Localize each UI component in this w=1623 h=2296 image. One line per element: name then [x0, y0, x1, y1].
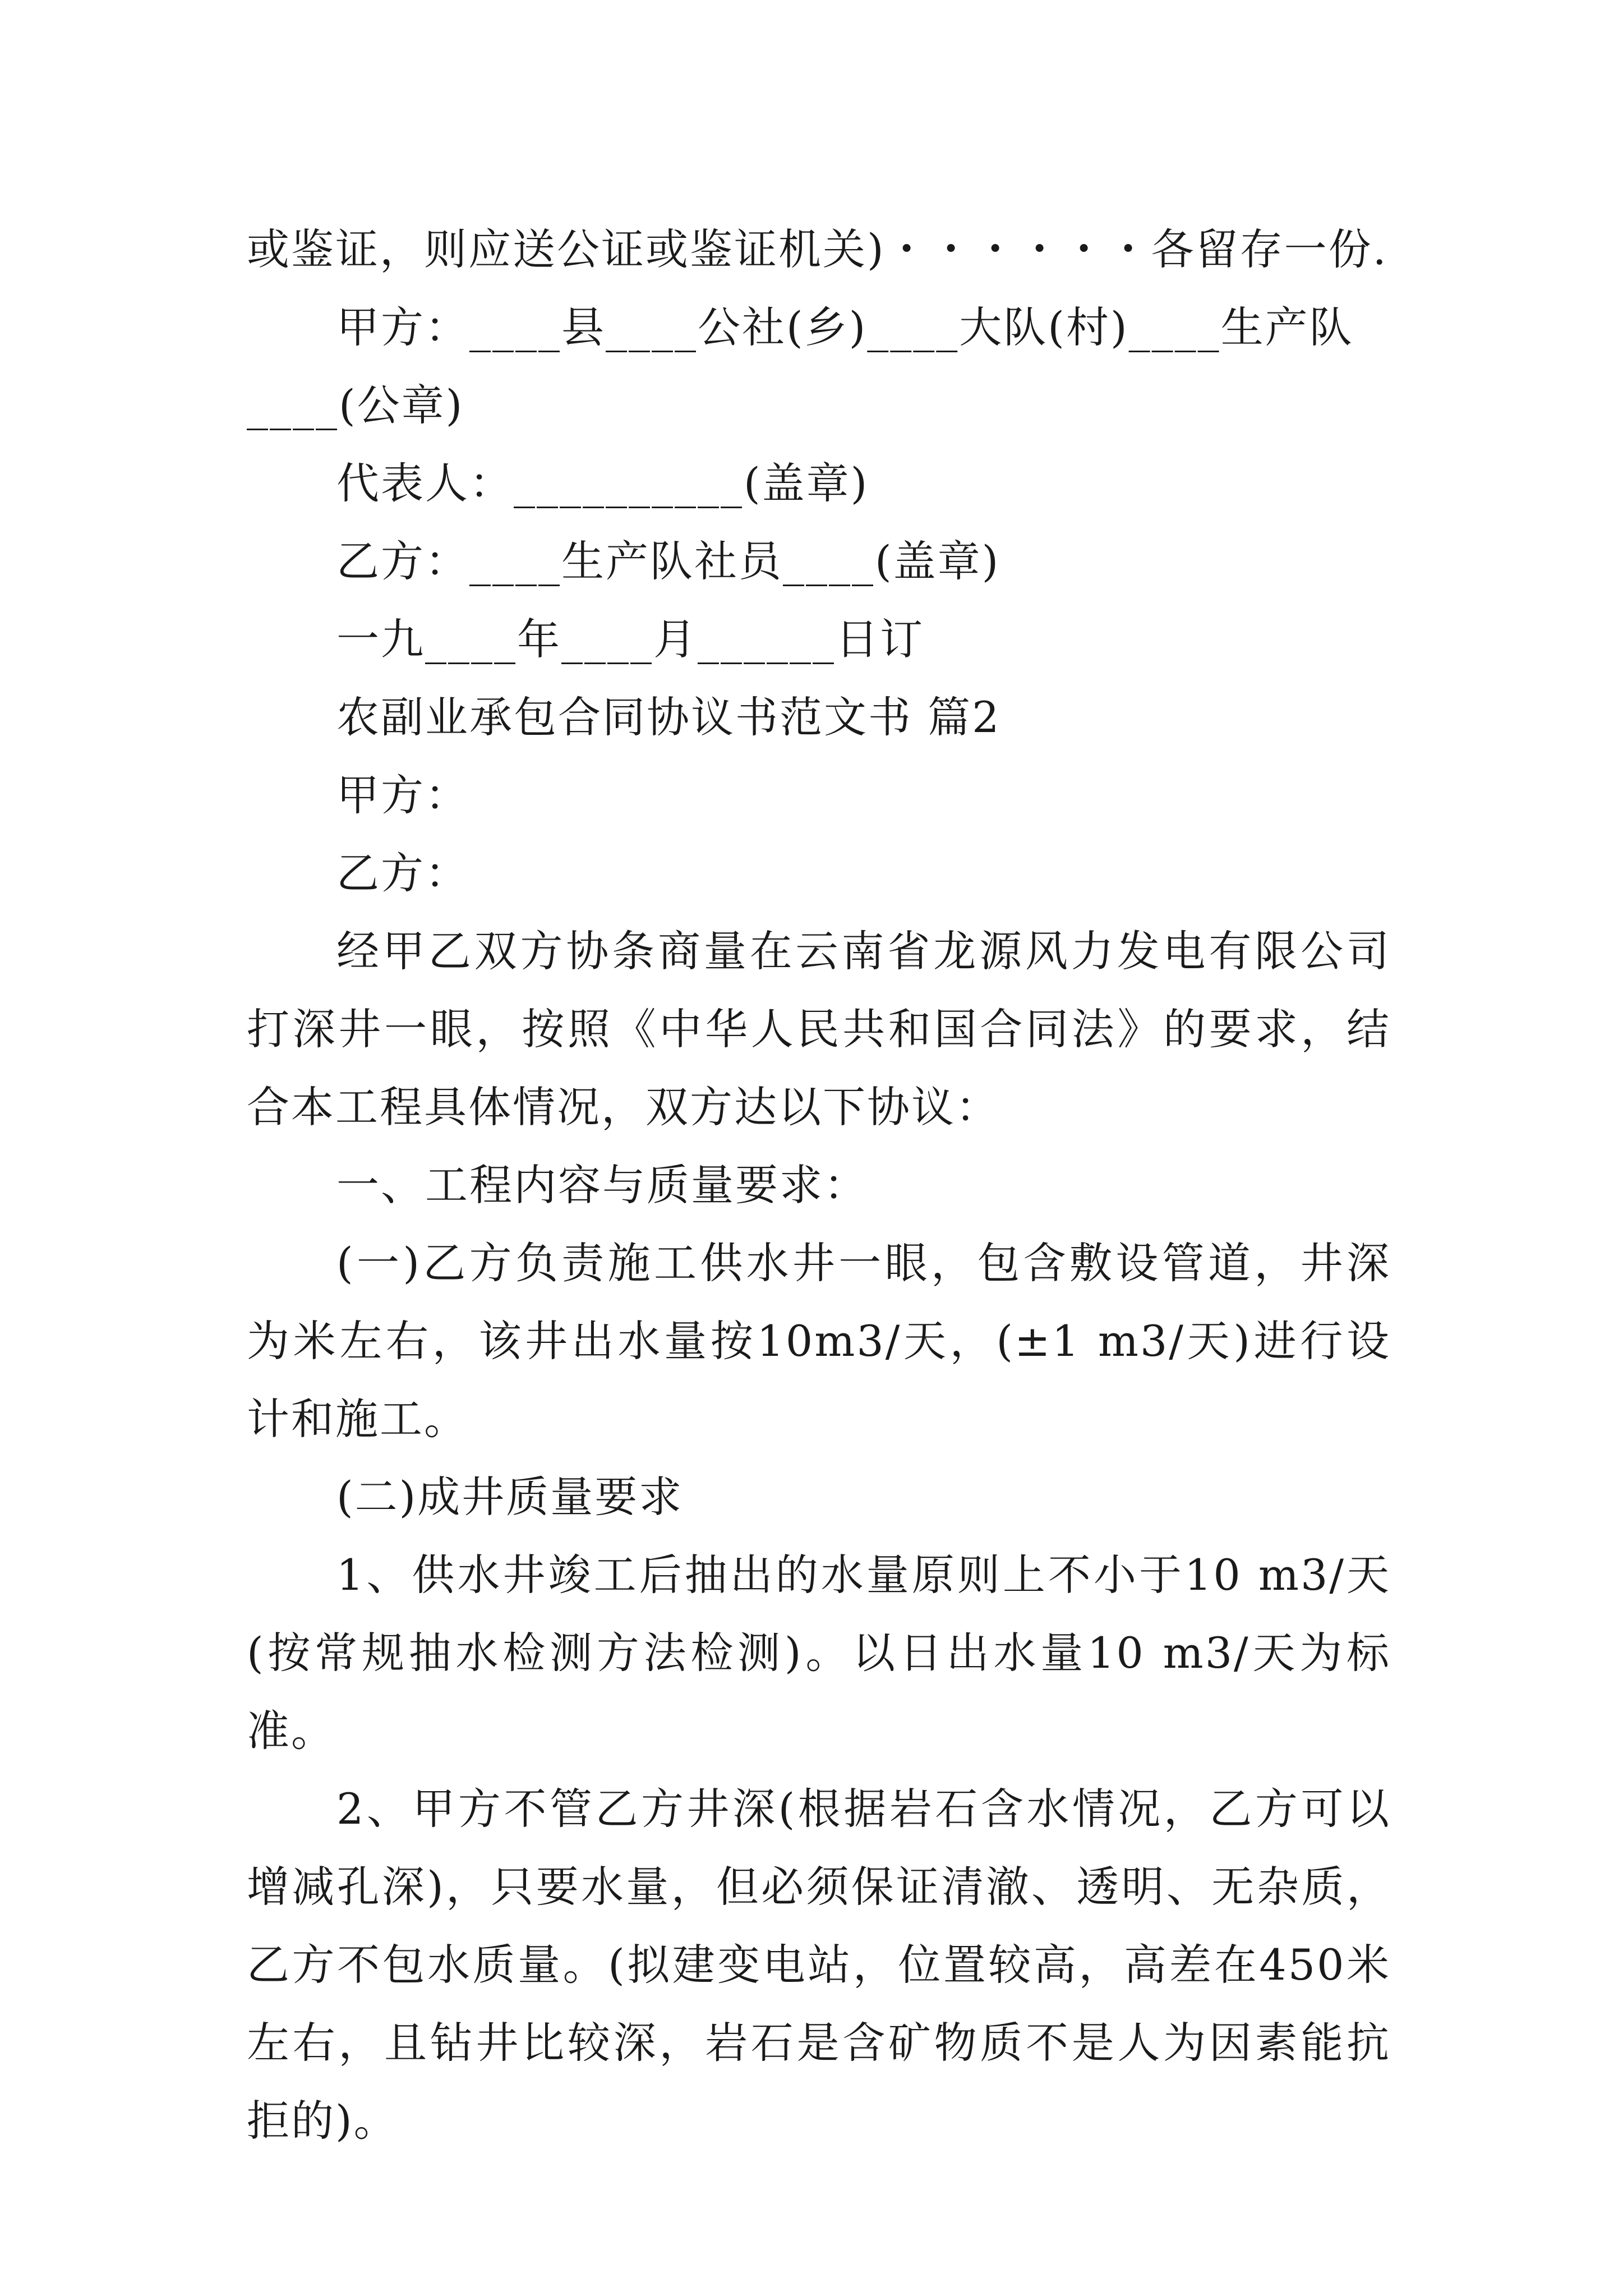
section-heading: 农副业承包合同协议书范文书 篇2 — [336, 692, 1001, 742]
paragraph-clause-1: 1、供水井竣工后抽出的水量原则上不小于10 m3/天(按常规抽水检测方法检测)。以日出水量10 m3/天为标准。 — [247, 1550, 1391, 1756]
text-line-party-b-label: 乙方： — [336, 848, 469, 898]
paragraph-clause-2: 2、甲方不管乙方井深(根据岩石含水情况，乙方可以增减孔深)，只要水量，但必须保证清澈、透明、无杂质，乙方不包水质量。(拟建变电站，位置较高，高差在450米左右，且钻井比较深，岩石是含矿物质不是人为因素能抗拒的)。 — [247, 1784, 1391, 2146]
paragraph-intro: 经甲乙双方协条商量在云南省龙源风力发电有限公司打深井一眼，按照《中华人民共和国合同法》的要求，结合本工程具体情况，双方达以下协议： — [247, 926, 1391, 1132]
text-line-party-a-address: 甲方：____县____公社(乡)____大队(村)____生产队 — [336, 302, 1354, 352]
paragraph-item-two-title: (二)成井质量要求 — [336, 1472, 684, 1522]
document-body — [247, 210, 1391, 2160]
text-line-date: 一九____年____月______日订 — [336, 614, 924, 664]
text-line-party-a-label: 甲方： — [336, 770, 469, 820]
text-line-continuation: 或鉴证，则应送公证或鉴证机关)・・・・・・各留存一份. — [247, 224, 1388, 274]
paragraph-item-one: (一)乙方负责施工供水井一眼，包含敷设管道，井深为米左右，该井出水量按10m3/天，(±1 m3/天)进行设计和施工。 — [247, 1238, 1391, 1444]
text-line-party-b: 乙方：____生产队社员____(盖章) — [336, 536, 1000, 586]
paragraph-section-one-title: 一、工程内容与质量要求： — [336, 1160, 868, 1210]
text-line-representative: 代表人：__________(盖章) — [336, 458, 869, 508]
text-line-party-a-seal: ____(公章) — [247, 380, 464, 430]
